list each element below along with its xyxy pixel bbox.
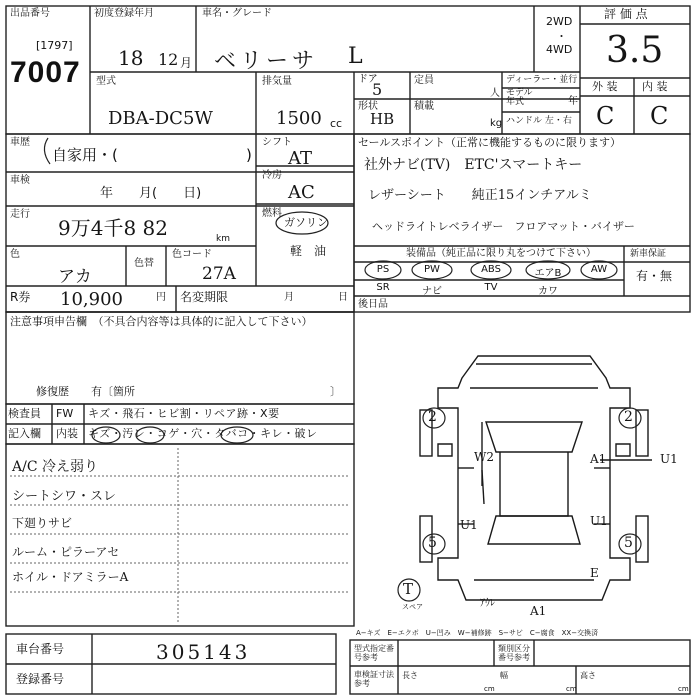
equip-ps: PS — [376, 264, 390, 275]
height-label: 高さ — [580, 671, 596, 680]
displacement-value: 1500 — [276, 108, 322, 129]
mileage-label: 走行 — [10, 209, 30, 220]
name-change-month: 月 — [284, 292, 294, 303]
recycle-value: 10,900 — [60, 289, 123, 310]
body-label: 形状 — [358, 101, 378, 112]
mileage-unit: km — [216, 234, 230, 244]
chassis-number: 305143 — [156, 640, 251, 664]
fuel-gasoline: ガソリン — [284, 216, 328, 229]
dims-label: 車検証寸法参考 — [354, 670, 394, 688]
interior-label: 内 装 — [642, 80, 668, 93]
model-code: DBA-DC5W — [108, 108, 213, 129]
aircon-label: 冷房 — [262, 170, 282, 181]
model-name-label: 車名・グレード — [202, 8, 272, 19]
lot-number: 7007 — [10, 56, 81, 89]
handle-label: ハンドル 左・右 — [506, 116, 572, 126]
exterior-label: 外 装 — [592, 80, 618, 93]
color-label: 色 — [10, 249, 20, 260]
comment-line-4: ルーム・ピラーアセ — [12, 545, 120, 559]
fw-label: FW — [56, 407, 74, 420]
equip-abs: ABS — [481, 264, 501, 275]
aircon-value: AC — [288, 182, 315, 203]
displacement-label: 排気量 — [262, 76, 292, 87]
mark-a1-right: A1 — [590, 452, 607, 466]
repair-close: 〕 — [330, 385, 341, 398]
shift-value: AT — [288, 148, 313, 169]
mark-rear-bumper: ｱｳﾚ — [480, 598, 495, 609]
color-value: アカ — [58, 267, 92, 287]
equip-aw: AW — [590, 264, 608, 275]
new-car-warranty-value: 有・無 — [636, 269, 673, 283]
equip-pw: PW — [424, 264, 440, 275]
capacity-label: 定員 — [414, 75, 434, 86]
load-unit: kg — [490, 118, 503, 129]
mark-front-left-wheel: 2 — [428, 409, 437, 425]
interior-grade: C — [650, 102, 669, 130]
sales-point-line-3: ヘッドライトレベライザー フロアマット・バイザー — [372, 220, 635, 233]
usage-value: 自家用・( — [52, 146, 118, 164]
mark-front-right-wheel: 2 — [624, 409, 633, 425]
first-reg-year: 18 — [118, 46, 144, 70]
body-type: HB — [370, 110, 395, 128]
car-name: ベリーサ — [214, 49, 319, 74]
equipment-label: 装備品（純正品に限り丸をつけて下さい） — [406, 248, 596, 259]
doors-value: 5 — [372, 80, 383, 99]
length-unit: cm — [484, 685, 495, 693]
score-label: 評 価 点 — [604, 7, 648, 21]
chassis-label: 車台番号 — [16, 642, 65, 656]
notes-label: 注意事項申告欄 （不具合内容等は具体的に記入して下さい） — [10, 315, 313, 328]
first-reg-label: 初度登録年月 — [94, 8, 154, 19]
inspection-label: 車検 — [10, 175, 30, 186]
recycle-unit: 円 — [156, 292, 166, 303]
exterior-grade: C — [596, 102, 615, 130]
equip-tv: TV — [484, 282, 498, 293]
usage-label: 車歴 — [10, 137, 30, 148]
model-year-label: モデル年式 — [506, 88, 533, 107]
first-reg-month: 12 — [158, 50, 179, 69]
repaint-label: 色替 — [134, 258, 154, 269]
drive-2wd: 2WD — [546, 15, 573, 28]
lot-label: 出品番号 — [10, 8, 50, 19]
damage-legend: A−キズ E−エクボ U−凹み W−補修跡 S−サビ C−腐食 XX−交換済 — [356, 629, 599, 637]
repair-history: 修復歴 有〔箇所 — [36, 385, 135, 398]
width-unit: cm — [566, 685, 577, 693]
mark-u1-right-outer: U1 — [660, 452, 678, 466]
dealer-label: ディーラー・並行 — [506, 75, 578, 85]
comment-line-1: A/C 冷え弱り — [12, 459, 98, 475]
mark-w2: W2 — [474, 450, 494, 464]
lot-code: [1797] — [36, 39, 73, 52]
length-label: 長さ — [402, 671, 418, 680]
spare-label: スペア — [402, 603, 423, 611]
mileage-value: 9万4千8 82 — [58, 216, 168, 240]
fw-items: キズ・飛石・ヒビ割・リペア跡・X要 — [88, 407, 280, 420]
recycle-label: R券 — [10, 290, 31, 304]
comment-line-2: シートシワ・スレ — [12, 489, 117, 504]
inspector-label-1: 検査員 — [8, 407, 41, 420]
mark-e: E — [590, 566, 599, 580]
comment-line-5: ホイル・ドアミラーA — [12, 570, 129, 584]
mark-spare: T — [403, 580, 414, 598]
car-grade: L — [348, 44, 363, 69]
sales-point-line-1: 社外ナビ(TV) ETC'スマートキー — [364, 157, 583, 173]
name-change-day: 日 — [338, 292, 348, 303]
width-label: 幅 — [500, 671, 508, 680]
height-unit: cm — [678, 685, 689, 693]
sales-points-label: セールスポイント（正常に機能するものに限ります） — [358, 136, 622, 149]
doors-label: ドア — [358, 74, 378, 85]
drive-4wd: 4WD — [546, 43, 573, 56]
inspection-date: 年 月( 日) — [100, 186, 202, 201]
fuel-label: 燃料 — [262, 208, 282, 219]
color-code-label: 色コード — [172, 249, 212, 260]
name-change-label: 名変期限 — [180, 290, 229, 304]
displacement-unit: cc — [330, 117, 343, 130]
interior-check-items: キズ・汚レ・コゲ・穴・タバコ・キレ・破レ — [88, 427, 318, 440]
inspector-label-2: 記入欄 — [8, 427, 41, 440]
mark-rear-right-wheel: 5 — [624, 535, 633, 551]
shift-label: シフト — [262, 137, 292, 148]
mark-rear-left-wheel: 5 — [428, 535, 437, 551]
sales-point-line-2: レザーシート 純正15インチアルミ — [368, 188, 592, 203]
later-items-label: 後日品 — [358, 299, 388, 310]
model-class-label: 型式指定番号参考 — [354, 644, 394, 662]
mark-u1-right: U1 — [590, 514, 608, 528]
mark-u1-left: U1 — [460, 518, 478, 532]
equip-airbag: エアB — [534, 268, 562, 279]
load-label: 積載 — [414, 101, 434, 112]
fuel-diesel: 軽 油 — [290, 244, 327, 258]
mark-a1-rear: A1 — [530, 604, 547, 618]
new-car-warranty-label: 新車保証 — [630, 249, 667, 259]
usage-close: ) — [246, 146, 252, 164]
equip-sr: SR — [376, 282, 390, 293]
model-year-unit: 年 — [568, 96, 578, 107]
equip-leather: カワ — [538, 286, 558, 297]
model-label: 型式 — [96, 76, 116, 87]
class-number-label: 類別区分番号参考 — [498, 644, 530, 662]
score-value: 3.5 — [606, 30, 664, 71]
color-code-value: 27A — [202, 264, 236, 284]
registration-label: 登録番号 — [16, 672, 65, 686]
capacity-unit: 人 — [490, 88, 500, 99]
interior-check-label: 内装 — [56, 427, 78, 440]
first-reg-month-unit: 月 — [180, 56, 193, 70]
comment-line-3: 下廻りサビ — [12, 516, 73, 530]
equip-navi: ナビ — [422, 286, 442, 297]
